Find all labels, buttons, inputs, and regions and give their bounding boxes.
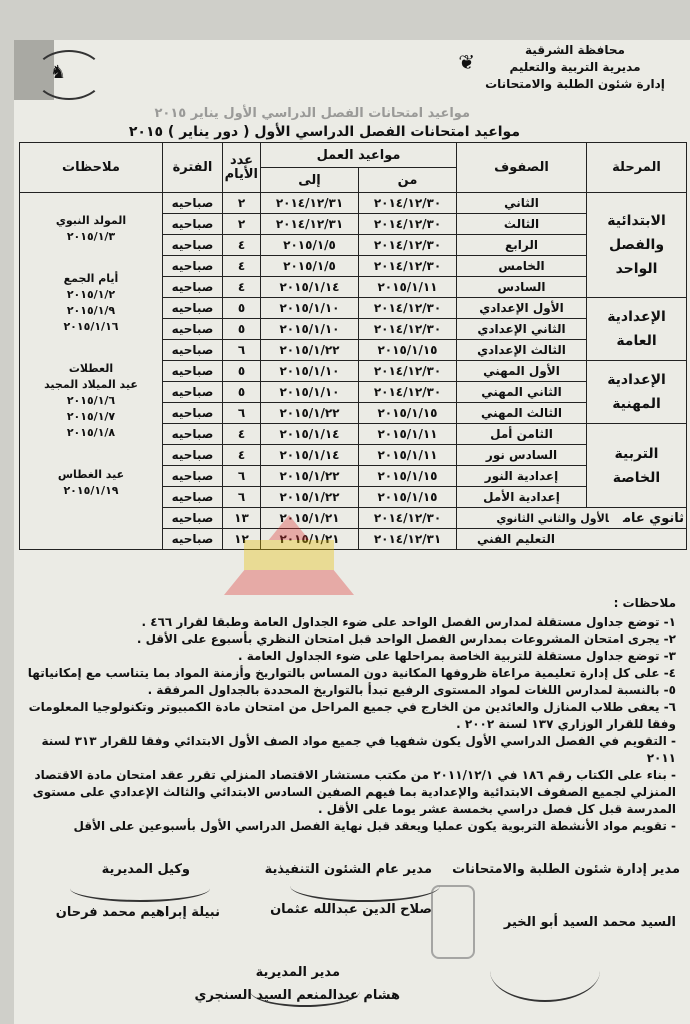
grade-cell: الثامن أمل — [457, 424, 587, 445]
period-cell: صباحيه — [163, 277, 223, 298]
from-cell: ٢٠١٤/١٢/٣١ — [359, 529, 457, 550]
to-cell: ٢٠١٥/١/١٠ — [261, 319, 359, 340]
period-cell: صباحيه — [163, 256, 223, 277]
signature-scribble — [290, 870, 440, 902]
notes-section — [26, 595, 676, 835]
from-cell: ٢٠١٥/١/١١ — [359, 445, 457, 466]
side-friday-date: ٢٠١٥/١/١٦ — [63, 320, 119, 333]
from-cell: ٢٠١٤/١٢/٣٠ — [359, 298, 457, 319]
to-cell: ٢٠١٥/١/٥ — [261, 235, 359, 256]
to-cell: ٢٠١٥/١/١٤ — [261, 445, 359, 466]
days-cell: ٢ — [223, 193, 261, 214]
from-cell: ٢٠١٥/١/١١ — [359, 277, 457, 298]
days-cell: ٦ — [223, 487, 261, 508]
governorate-logo — [34, 50, 104, 100]
spacer — [22, 245, 160, 271]
header-period: الفترة — [163, 143, 223, 193]
spacer — [22, 335, 160, 361]
note-item: ٣- توضع جداول مستقلة للتربية الخاصة بمراحلها على ضوء الجداول العامة . — [237, 649, 676, 663]
period-cell: صباحيه — [163, 361, 223, 382]
to-cell: ٢٠١٥/١/٢٢ — [261, 403, 359, 424]
to-cell: ٢٠١٥/١/١٤ — [261, 277, 359, 298]
grade-cell: إعدادية الأمل — [457, 487, 587, 508]
directorate-name: مديرية التربية والتعليم — [509, 60, 641, 74]
from-cell: ٢٠١٥/١/١٥ — [359, 403, 457, 424]
days-cell: ١٢ — [223, 529, 261, 550]
to-cell: ٢٠١٥/١/٢٢ — [261, 487, 359, 508]
header-grades: الصفوف — [457, 143, 587, 193]
sig-title-deputy: وكيل المديرية — [101, 862, 190, 877]
days-cell: ٤ — [223, 277, 261, 298]
sig-name-students-affairs: السيد محمد السيد أبو الخير — [503, 915, 676, 930]
from-cell: ٢٠١٤/١٢/٣٠ — [359, 382, 457, 403]
note-item: - تقويم مواد الأنشطة التربوية يكون عمليا ويعقد قبل نهاية الفصل الدراسي الأول بأسبوعين على الأقل — [73, 819, 676, 833]
laurel-icon: ❦ — [458, 50, 475, 74]
period-cell: صباحيه — [163, 529, 223, 550]
side-christmas: عيد الميلاد المجيد — [44, 378, 138, 391]
governorate-name: محافظة الشرقية — [525, 43, 625, 57]
header-notes: ملاحظات — [20, 143, 163, 193]
days-cell: ٢ — [223, 214, 261, 235]
header-work-dates: مواعيد العمل — [261, 143, 457, 168]
grade-label: الأول والثاني الثانوي — [496, 511, 609, 525]
days-cell: ٦ — [223, 466, 261, 487]
period-cell: صباحيه — [163, 298, 223, 319]
period-cell: صباحيه — [163, 235, 223, 256]
days-cell: ١٣ — [223, 508, 261, 529]
header-days: عدد الأيام — [223, 143, 261, 193]
side-christmas-date: ٢٠١٥/١/٦ — [66, 394, 116, 407]
period-cell: صباحيه — [163, 508, 223, 529]
days-cell: ٤ — [223, 424, 261, 445]
period-cell: صباحيه — [163, 487, 223, 508]
note-item: - بناء على الكتاب رقم ١٨٦ في ٢٠١١/١٢/١ من مكتب مستشار الاقتصاد المنزلي تقرر عقد امتحان مادة الاقتصاد المنزلي لجميع الصفوف الابتدائية والإعدادية بما فيهم الصفين السادس الابتدائي والثالث الإعدادي على مستوى المدرسة قبل كل فصل دراسي بخمسة عشر يوما على الأقل . — [32, 768, 676, 816]
days-cell: ٥ — [223, 298, 261, 319]
stage-label: الابتدائية — [607, 213, 666, 229]
sig-title-exec-affairs: مدير عام الشئون التنفيذية — [264, 862, 432, 877]
sig-title-students-affairs: مدير إدارة شئون الطلبة والامتحانات — [452, 862, 680, 877]
letterhead — [470, 42, 680, 93]
exam-schedule-table — [19, 142, 687, 550]
grade-cell: الرابع — [457, 235, 587, 256]
stage-prep: الإعدادية العامة — [587, 298, 687, 361]
note-item: ٥- بالنسبة لمدارس اللغات لمواد المستوى الرفيع تبدأ بالتواريخ المحددة بالجداول المرفقة . — [147, 683, 676, 697]
days-cell: ٤ — [223, 445, 261, 466]
to-cell: ٢٠١٥/١/١٠ — [261, 298, 359, 319]
from-cell: ٢٠١٥/١/١٥ — [359, 487, 457, 508]
side-mawlid-date: ٢٠١٥/١/٣ — [66, 230, 116, 243]
header-to: إلى — [261, 168, 359, 193]
document-page — [14, 40, 690, 1024]
note-item: ١- توضع جداول مستقلة لمدارس الفصل الواحد على ضوء الجداول العامة وطبقا لقرار ٤٦٦ . — [141, 615, 676, 629]
period-cell: صباحيه — [163, 424, 223, 445]
to-cell: ٢٠١٥/١/٢١ — [261, 529, 359, 550]
from-cell: ٢٠١٤/١٢/٣٠ — [359, 214, 457, 235]
to-cell: ٢٠١٥/١/١٠ — [261, 382, 359, 403]
sig-name-deputy: نبيلة إبراهيم محمد فرحان — [55, 905, 220, 920]
side-friday-date: ٢٠١٥/١/٢ — [66, 288, 116, 301]
grade-cell: الثاني — [457, 193, 587, 214]
to-cell: ٢٠١٤/١٢/٣١ — [261, 214, 359, 235]
header-from: من — [359, 168, 457, 193]
stage-label: ثانوي عام — [622, 510, 684, 526]
stage-secondary-row — [457, 508, 687, 529]
sig-title-director: مدير المديرية — [255, 965, 340, 980]
department-name: إدارة شئون الطلبة والامتحانات — [485, 77, 665, 91]
grade-cell: الثاني الإعدادي — [457, 319, 587, 340]
grade-cell: الخامس — [457, 256, 587, 277]
note-item: ٦- يعفى طلاب المنازل والعائدين من الخارج في جميع المراحل من امتحان مادة الكمبيوتر وتكنولوجيا المعلومات وفقا للقرار الوزاري ١٣٧ لسنة ٢٠٠٢ . — [28, 700, 676, 731]
grade-cell: الثالث الإعدادي — [457, 340, 587, 361]
from-cell: ٢٠١٤/١٢/٣٠ — [359, 361, 457, 382]
holidays-notes-cell — [20, 193, 163, 550]
side-holidays: العطلات — [68, 362, 114, 375]
from-cell: ٢٠١٤/١٢/٣٠ — [359, 235, 457, 256]
from-cell: ٢٠١٥/١/١١ — [359, 424, 457, 445]
to-cell: ٢٠١٥/١/١٠ — [261, 361, 359, 382]
faded-title: مواعيد امتحانات الفصل الدراسي الأول يناير ٢٠١٥ — [154, 106, 470, 121]
side-epiphany-date: ٢٠١٥/١/١٩ — [63, 484, 119, 497]
from-cell: ٢٠١٤/١٢/٣٠ — [359, 256, 457, 277]
handwritten-initials — [490, 940, 600, 1002]
grade-cell: إعدادية النور — [457, 466, 587, 487]
days-cell: ٤ — [223, 256, 261, 277]
period-cell: صباحيه — [163, 193, 223, 214]
spacer — [22, 441, 160, 467]
days-cell: ٥ — [223, 361, 261, 382]
signature-scribble — [70, 875, 210, 902]
stage-primary — [587, 193, 687, 298]
sig-name-director: هشام عبدالمنعم السيد السنجري — [194, 988, 400, 1003]
side-epiphany: عيد الغطاس — [57, 468, 125, 481]
period-cell: صباحيه — [163, 319, 223, 340]
stage-vocational: الإعدادية المهنية — [587, 361, 687, 424]
from-cell: ٢٠١٤/١٢/٣٠ — [359, 193, 457, 214]
days-cell: ٥ — [223, 382, 261, 403]
site-watermark — [214, 510, 364, 600]
days-cell: ٤ — [223, 235, 261, 256]
from-cell: ٢٠١٤/١٢/٣٠ — [359, 319, 457, 340]
note-item: ٢- يجرى امتحان المشروعات بمدارس الفصل الواحد قبل امتحان النظري بأسبوع على الأقل . — [136, 632, 676, 646]
to-cell: ٢٠١٥/١/٢١ — [261, 508, 359, 529]
table-row — [20, 193, 687, 214]
days-cell: ٦ — [223, 340, 261, 361]
to-cell: ٢٠١٥/١/٢٢ — [261, 466, 359, 487]
side-fridays: أيام الجمع — [63, 272, 119, 285]
official-stamp — [431, 885, 475, 959]
grade-cell: الثاني المهني — [457, 382, 587, 403]
grade-cell: السادس نور — [457, 445, 587, 466]
header-stage: المرحلة — [587, 143, 687, 193]
days-cell: ٥ — [223, 319, 261, 340]
period-cell: صباحيه — [163, 214, 223, 235]
notes-heading: ملاحظات : — [613, 596, 676, 610]
period-cell: صباحيه — [163, 340, 223, 361]
period-cell: صباحيه — [163, 445, 223, 466]
grade-cell: الأول المهني — [457, 361, 587, 382]
grade-cell: الثالث المهني — [457, 403, 587, 424]
from-cell: ٢٠١٤/١٢/٣٠ — [359, 508, 457, 529]
to-cell: ٢٠١٥/١/١٤ — [261, 424, 359, 445]
stage-special: التربية الخاصة — [587, 424, 687, 508]
period-cell: صباحيه — [163, 382, 223, 403]
stage-technical: التعليم الفني — [457, 529, 687, 550]
side-friday-date: ٢٠١٥/١/٩ — [66, 304, 116, 317]
note-item: - التقويم في الفصل الدراسي الأول يكون شفهيا في جميع مواد الصف الأول الابتدائي وفقا للقرار ٣١٣ لسنة ٢٠١١ — [41, 734, 676, 765]
side-christmas-date: ٢٠١٥/١/٧ — [66, 410, 116, 423]
from-cell: ٢٠١٥/١/١٥ — [359, 340, 457, 361]
to-cell: ٢٠١٤/١٢/٣١ — [261, 193, 359, 214]
horse-icon: ♞ — [50, 62, 67, 83]
from-cell: ٢٠١٥/١/١٥ — [359, 466, 457, 487]
stage-label: والفصل الواحد — [608, 237, 665, 277]
days-cell: ٦ — [223, 403, 261, 424]
side-christmas-date: ٢٠١٥/١/٨ — [66, 426, 116, 439]
grade-cell: الأول الإعدادي — [457, 298, 587, 319]
to-cell: ٢٠١٥/١/٥ — [261, 256, 359, 277]
period-cell: صباحيه — [163, 403, 223, 424]
grade-cell: الثالث — [457, 214, 587, 235]
period-cell: صباحيه — [163, 466, 223, 487]
page-title: مواعيد امتحانات الفصل الدراسي الأول ( دور يناير ) ٢٠١٥ — [128, 124, 520, 140]
to-cell: ٢٠١٥/١/٢٢ — [261, 340, 359, 361]
grade-cell: السادس — [457, 277, 587, 298]
note-item: ٤- على كل إدارة تعليمية مراعاة ظروفها المكانية دون المساس بالتواريخ وأزمنة المواد بما يتناسب مع إمكانياتها — [27, 666, 676, 680]
sig-name-exec-affairs: صلاح الدين عبدالله عثمان — [270, 902, 432, 917]
side-mawlid: المولد النبوي — [55, 214, 127, 227]
